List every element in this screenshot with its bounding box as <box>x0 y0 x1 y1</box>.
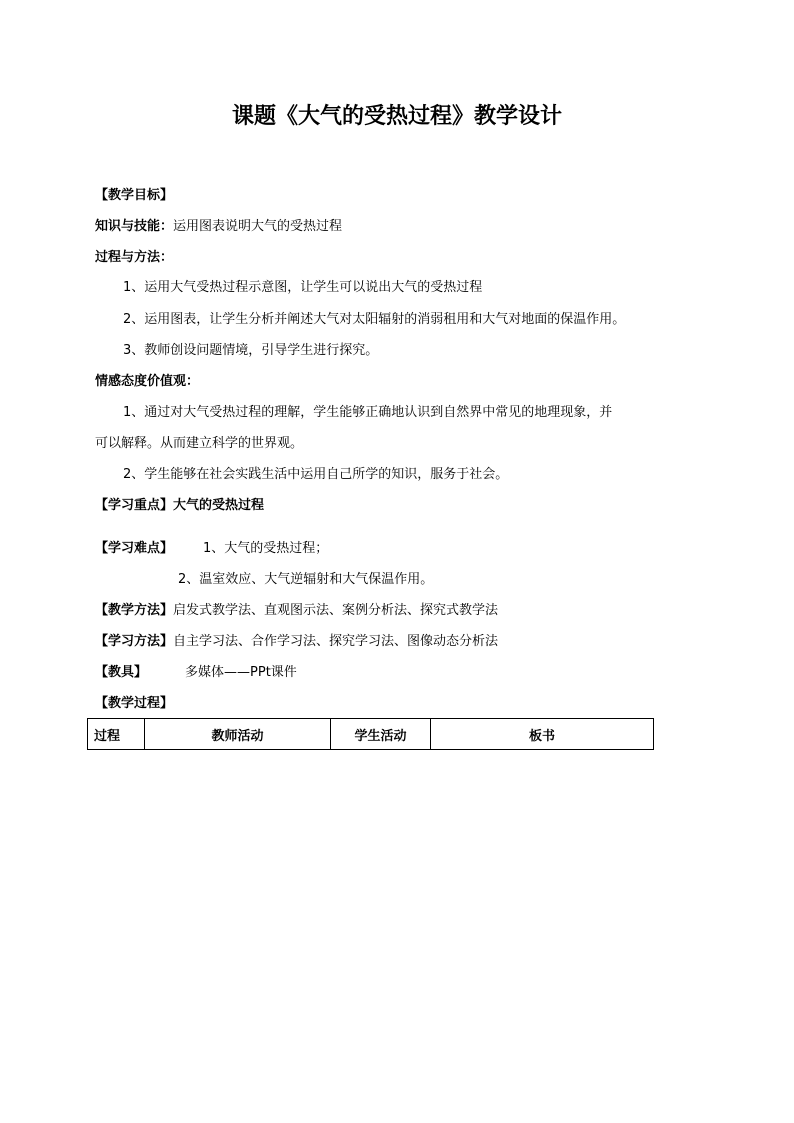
teaching-process-table <box>87 718 654 750</box>
difficulty-line <box>95 539 328 559</box>
attitude-item-2: 2、学生能够在社会实践生活中运用自己所学的知识，服务于社会。 <box>123 467 509 482</box>
process-heading: 【教学过程】 <box>95 696 174 711</box>
teaching-method-text: 启发式教学法、直观图示法、案例分析法、探究式教学法 <box>173 603 499 618</box>
process-item-2: 2、运用图表，让学生分析并阐述大气对太阳辐射的消弱租用和大气对地面的保温作用。 <box>123 312 626 327</box>
learning-method-text: 自主学习法、合作学习法、探究学习法、图像动态分析法 <box>173 634 499 649</box>
learning-method-line <box>95 632 498 652</box>
process-item-3: 3、教师创设问题情境，引导学生进行探究。 <box>123 343 379 358</box>
attitude-label: 情感态度价值观： <box>95 374 200 389</box>
difficulty-item-2: 2、温室效应、大气逆辐射和大气保温作用。 <box>178 572 434 587</box>
table-header-student-activity: 学生活动 <box>331 719 431 750</box>
process-item-1: 1、运用大气受热过程示意图，让学生可以说出大气的受热过程 <box>123 280 483 295</box>
table-header-process: 过程 <box>88 719 145 750</box>
tools-line <box>95 663 297 683</box>
table-header-row <box>88 719 654 750</box>
difficulty-label: 【学习难点】 <box>95 541 174 556</box>
difficulty-item-1: 1、大气的受热过程； <box>203 541 329 556</box>
table-header-teacher-activity: 教师活动 <box>145 719 331 750</box>
learning-method-label: 【学习方法】 <box>95 634 174 649</box>
attitude-item-1-line-1: 1、通过对大气受热过程的理解，学生能够正确地认识到自然界中常见的地理现象，并 <box>123 405 613 420</box>
tools-text: 多媒体——PPt课件 <box>185 665 297 680</box>
process-method-label: 过程与方法： <box>95 250 174 265</box>
table-header-blackboard: 板书 <box>431 719 654 750</box>
objectives-heading: 【教学目标】 <box>95 188 174 203</box>
attitude-item-1-line-2: 可以解释。从而建立科学的世界观。 <box>95 436 304 451</box>
key-point-text: 大气的受热过程 <box>173 498 265 513</box>
key-point-line <box>95 496 264 516</box>
knowledge-label: 知识与技能： <box>95 219 174 234</box>
teaching-method-line <box>95 601 498 621</box>
teaching-method-label: 【教学方法】 <box>95 603 174 618</box>
knowledge-text: 运用图表说明大气的受热过程 <box>173 219 343 234</box>
knowledge-line <box>95 217 342 237</box>
key-point-label: 【学习重点】 <box>95 498 174 513</box>
document-title: 课题《大气的受热过程》教学设计 <box>231 103 562 129</box>
tools-label: 【教具】 <box>95 665 148 680</box>
